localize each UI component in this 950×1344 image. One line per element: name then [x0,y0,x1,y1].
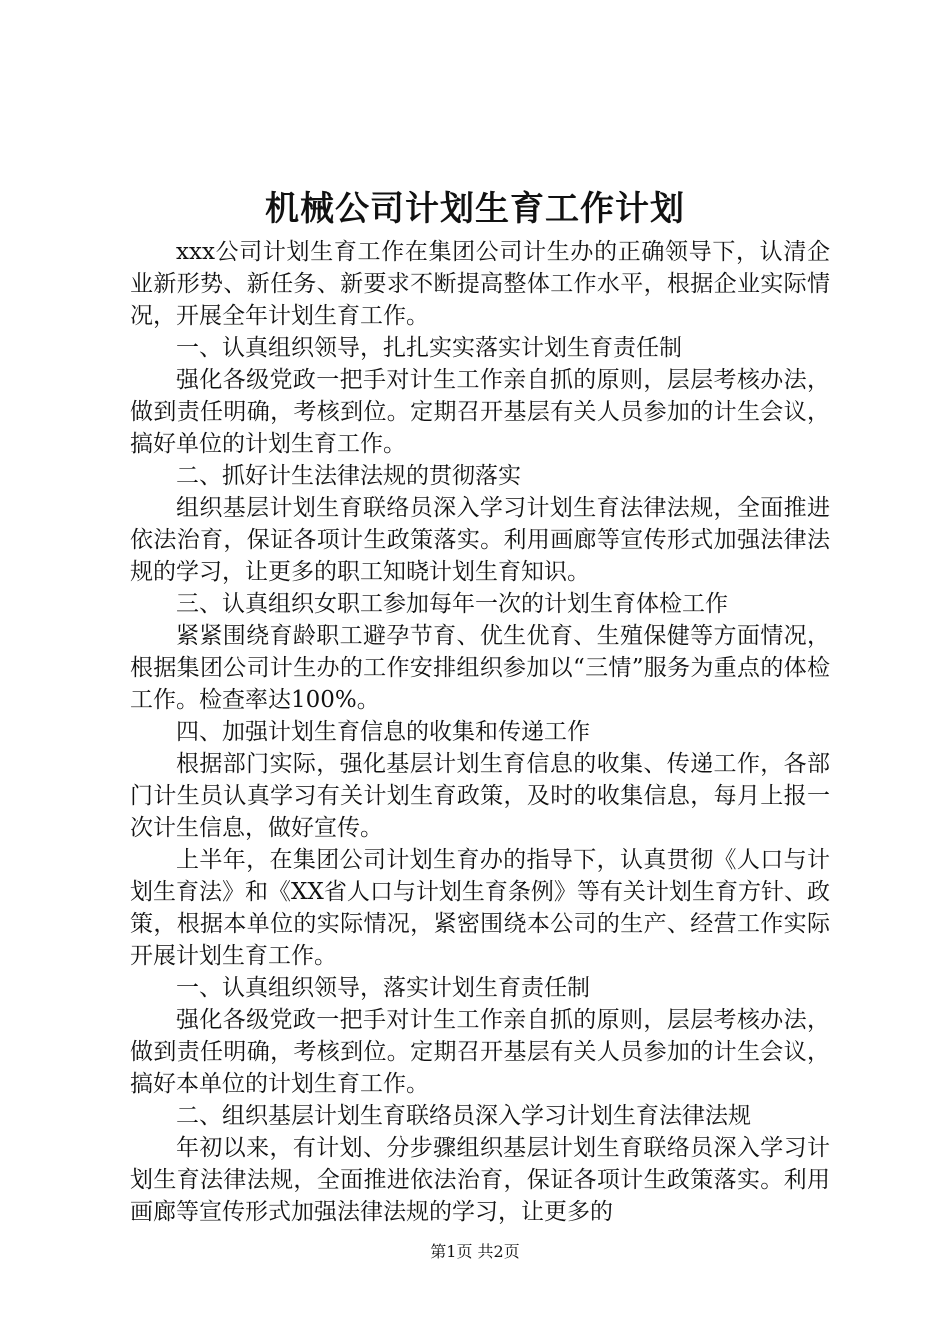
page-footer: 第1页 共2页 [430,1242,520,1261]
section-heading: 二、组织基层计划生育联络员深入学习计划生育法律法规 [176,1103,751,1129]
section-heading: 一、认真组织领导，落实计划生育责任制 [176,975,590,1001]
section-heading: 三、认真组织女职工参加每年一次的计划生育体检工作 [176,591,728,617]
paragraph: xxx公司计划生育工作在集团公司计生办的正确领导下，认清企业新形势、新任务、新要求不断提高整体工作水平，根据企业实际情况，开展全年计划生育工作。 [130,239,830,329]
paragraph: 强化各级党政一把手对计生工作亲自抓的原则，层层考核办法，做到责任明确，考核到位。定期召开基层有关人员参加的计生会议，搞好单位的计划生育工作。 [130,367,830,457]
document-body [130,236,830,1228]
paragraph: 根据部门实际，强化基层计划生育信息的收集、传递工作，各部门计生员认真学习有关计划生育政策，及时的收集信息，每月上报一次计生信息，做好宣传。 [130,751,830,841]
section-heading: 一、认真组织领导，扎扎实实落实计划生育责任制 [176,335,682,361]
section-heading: 四、加强计划生育信息的收集和传递工作 [176,719,590,745]
section-heading: 二、抓好计生法律法规的贯彻落实 [176,463,521,489]
paragraph: 组织基层计划生育联络员深入学习计划生育法律法规，全面推进依法治育，保证各项计生政策落实。利用画廊等宣传形式加强法律法规的学习，让更多的职工知晓计划生育知识。 [130,495,830,585]
paragraph: 紧紧围绕育龄职工避孕节育、优生优育、生殖保健等方面情况，根据集团公司计生办的工作安排组织参加以“三情”服务为重点的体检工作。检查率达100%。 [130,623,830,713]
document-title: 机械公司计划生育工作计划 [265,189,685,229]
paragraph: 上半年，在集团公司计划生育办的指导下，认真贯彻《人口与计划生育法》和《XX省人口与计划生育条例》等有关计划生育方针、政策，根据本单位的实际情况，紧密围绕本公司的生产、经营工作实际开展计划生育工作。 [130,847,830,969]
paragraph: 强化各级党政一把手对计生工作亲自抓的原则，层层考核办法，做到责任明确，考核到位。定期召开基层有关人员参加的计生会议，搞好本单位的计划生育工作。 [130,1007,830,1097]
paragraph: 年初以来，有计划、分步骤组织基层计划生育联络员深入学习计划生育法律法规，全面推进依法治育，保证各项计生政策落实。利用画廊等宣传形式加强法律法规的学习，让更多的 [130,1135,830,1225]
